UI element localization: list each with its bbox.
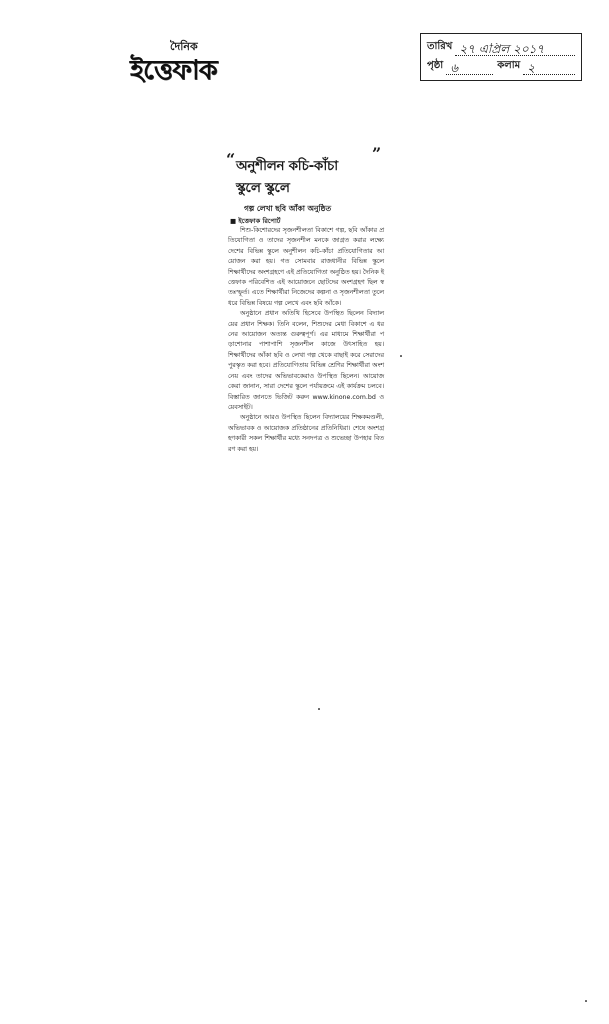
stamp-column-label: কলাম [497,60,521,71]
archive-stamp [420,33,582,81]
scan-speck [318,708,320,710]
article-paragraph: অনুষ্ঠানে প্রধান অতিথি হিসেবে উপস্থিত ছিলেন বিদ্যালয়ের প্রধান শিক্ষক। তিনি বলেন, শিশুদের মেধা বিকাশে এ ধরনের আয়োজন অত্যন্ত গুরুত্বপূর্ণ। এর মাধ্যমে শিক্ষার্থীরা পড়াশোনার পাশাপাশি সৃজনশীল কাজে উৎসাহিত হয়। শিক্ষার্থীদের আঁকা ছবি ও লেখা গল্প থেকে বাছাই করে সেরাদের পুরস্কৃত করা হবে। প্রতিযোগিতায় বিভিন্ন শ্রেণির শিক্ষার্থীরা অংশ নেয় এবং তাদের অভিভাবকেরাও উপস্থিত ছিলেন। আয়োজকেরা জানান, সারা দেশের স্কুলে পর্যায়ক্রমে এই কার্যক্রম চলবে। বিস্তারিত জানতে ভিজিট করুন www.kinone.com.bd ওয়েবসাইট। [228,310,384,411]
article-subhead: গল্প লেখা ছবি আঁকা অনুষ্ঠিত [244,204,332,213]
scan-speck [400,355,402,357]
headline-line-2: স্কুলে স্কুলে [236,180,290,196]
stamp-page-label: পৃষ্ঠা [427,60,444,71]
stamp-page-value: ৬ [446,62,493,75]
newspaper-clipping [224,140,399,700]
article-paragraph: অনুষ্ঠানে আরও উপস্থিত ছিলেন বিদ্যালয়ের শিক্ষকমণ্ডলী, অভিভাবক ও আয়োজক প্রতিষ্ঠানের প্রতিনিধিরা। শেষে অংশগ্রহণকারী সকল শিক্ষার্থীর মধ্যে সনদপত্র ও শুভেচ্ছা উপহার বিতরণ করা হয়। [228,414,384,453]
stamp-date-label: তারিখ [427,41,453,52]
masthead-title: ইত্তেফাক [130,55,217,86]
headline-line-1: অনুশীলন কচি-কাঁচা [236,158,338,174]
masthead-prefix: দৈনিক [170,40,198,53]
article-byline: ■ ইত্তেফাক রিপোর্ট [230,217,281,225]
scan-speck [585,1000,587,1002]
stamp-page-row [427,56,575,75]
article-paragraph: শিশু-কিশোরদের সৃজনশীলতা বিকাশে গল্প, ছবি আঁকার প্রতিযোগিতা ও তাদের সৃজনশীল মনকে জাগ্রত করার লক্ষ্যে দেশের বিভিন্ন স্কুলে অনুশীলন কচি-কাঁচা প্রতিযোগিতার আয়োজন করা হয়। গত সোমবার রাজধানীর বিভিন্ন স্কুলে শিক্ষার্থীদের অংশগ্রহণে এই প্রতিযোগিতা অনুষ্ঠিত হয়। দৈনিক ইত্তেফাক পরিবেশিত এই আয়োজনে ছোটদের অংশগ্রহণ ছিল স্বতঃস্ফূর্ত। এতে শিক্ষার্থীরা নিজেদের কল্পনা ও সৃজনশীলতা তুলে ধরে বিভিন্ন বিষয়ে গল্প লেখে এবং ছবি আঁকে। [228,227,384,307]
stamp-date-value: ২৭ এপ্রিল ২০১৭ [455,43,575,56]
newspaper-masthead [130,38,260,88]
stamp-column-value: ২ [523,62,575,75]
stamp-date-row [427,37,575,56]
article-headline [236,155,376,199]
close-quote-icon: ” [372,144,382,163]
article-body [228,226,384,455]
open-quote-icon: “ [226,150,236,169]
